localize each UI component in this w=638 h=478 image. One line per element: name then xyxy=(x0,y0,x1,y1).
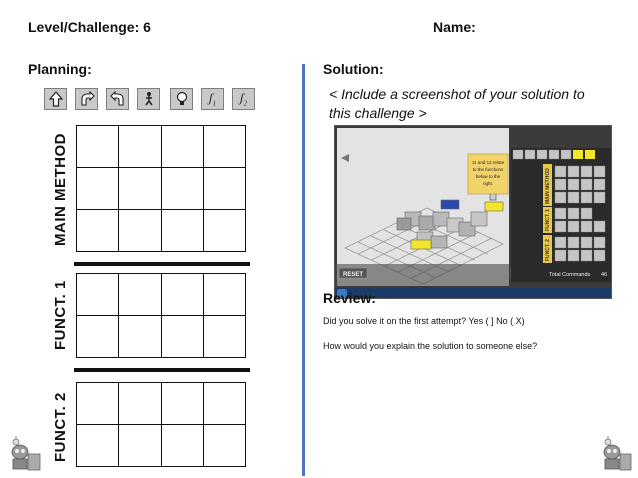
screenshot-main-method-label: MAIN METHOD xyxy=(545,168,551,204)
section-divider xyxy=(74,368,250,372)
main-method-label: MAIN METHOD xyxy=(52,133,69,246)
svg-text:right.: right. xyxy=(482,181,494,186)
robot-mascot-icon xyxy=(596,436,632,472)
plan-cell[interactable] xyxy=(77,274,119,316)
plan-cell[interactable] xyxy=(161,316,203,358)
jump-icon xyxy=(137,88,160,110)
plan-cell[interactable] xyxy=(119,383,161,425)
funct-2-label: FUNCT. 2 xyxy=(52,392,69,462)
plan-cell[interactable] xyxy=(203,425,245,467)
game-screenshot-image xyxy=(335,126,612,299)
solution-title: Solution: xyxy=(323,61,384,77)
turn-right-icon xyxy=(75,88,98,110)
plan-cell[interactable] xyxy=(77,168,119,210)
funct-1-grid xyxy=(76,273,246,358)
plan-cell[interactable] xyxy=(203,316,245,358)
column-divider xyxy=(302,64,305,476)
turn-left-icon xyxy=(106,88,129,110)
explain-solution-question: How would you explain the solution to someone else? xyxy=(323,341,538,351)
plan-cell[interactable] xyxy=(77,316,119,358)
name-label: Name: xyxy=(433,19,476,35)
plan-cell[interactable] xyxy=(161,168,203,210)
solution-instruction: < Include a screenshot of your solution to this challenge > xyxy=(329,86,585,121)
plan-cell[interactable] xyxy=(77,210,119,252)
reset-label: RESET xyxy=(342,272,364,278)
plan-cell[interactable] xyxy=(161,425,203,467)
plan-cell[interactable] xyxy=(161,383,203,425)
forward-icon xyxy=(44,88,67,110)
total-commands-label: Total Commands xyxy=(549,272,591,278)
funct-1-label: FUNCT. 1 xyxy=(52,280,69,350)
svg-text:below to the: below to the xyxy=(475,174,501,179)
plan-cell[interactable] xyxy=(203,274,245,316)
screenshot-funct-2-label: FUNCT. 2 xyxy=(545,239,551,261)
function-2-icon: ʃ$_2$ xyxy=(232,88,255,110)
plan-cell[interactable] xyxy=(77,126,119,168)
svg-text:to the functions: to the functions xyxy=(472,167,504,172)
plan-cell[interactable] xyxy=(119,316,161,358)
level-challenge-label: Level/Challenge: 6 xyxy=(28,19,151,35)
svg-text:11 and 12 relate: 11 and 12 relate xyxy=(471,160,505,165)
plan-cell[interactable] xyxy=(203,210,245,252)
plan-cell[interactable] xyxy=(119,126,161,168)
plan-cell[interactable] xyxy=(119,425,161,467)
total-commands-value: 46 xyxy=(601,272,608,278)
plan-cell[interactable] xyxy=(203,383,245,425)
first-attempt-question: Did you solve it on the first attempt? Yes ( ] No ( X) xyxy=(323,316,525,326)
plan-cell[interactable] xyxy=(119,210,161,252)
screenshot-funct-1-label: FUNCT. 1 xyxy=(545,209,551,231)
plan-cell[interactable] xyxy=(119,168,161,210)
plan-cell[interactable] xyxy=(119,274,161,316)
plan-cell[interactable] xyxy=(161,274,203,316)
plan-cell[interactable] xyxy=(203,168,245,210)
plan-cell[interactable] xyxy=(203,126,245,168)
solution-screenshot xyxy=(334,125,612,299)
light-icon xyxy=(170,88,193,110)
plan-cell[interactable] xyxy=(77,425,119,467)
plan-cell[interactable] xyxy=(77,383,119,425)
main-method-grid xyxy=(76,125,246,252)
section-divider xyxy=(74,262,250,266)
planning-title: Planning: xyxy=(28,61,92,77)
plan-cell[interactable] xyxy=(161,126,203,168)
review-title: Review: xyxy=(323,290,376,306)
funct-2-grid xyxy=(76,382,246,467)
plan-cell[interactable] xyxy=(161,210,203,252)
robot-mascot-icon xyxy=(6,436,42,472)
function-1-icon: ʃ$_1$ xyxy=(201,88,224,110)
